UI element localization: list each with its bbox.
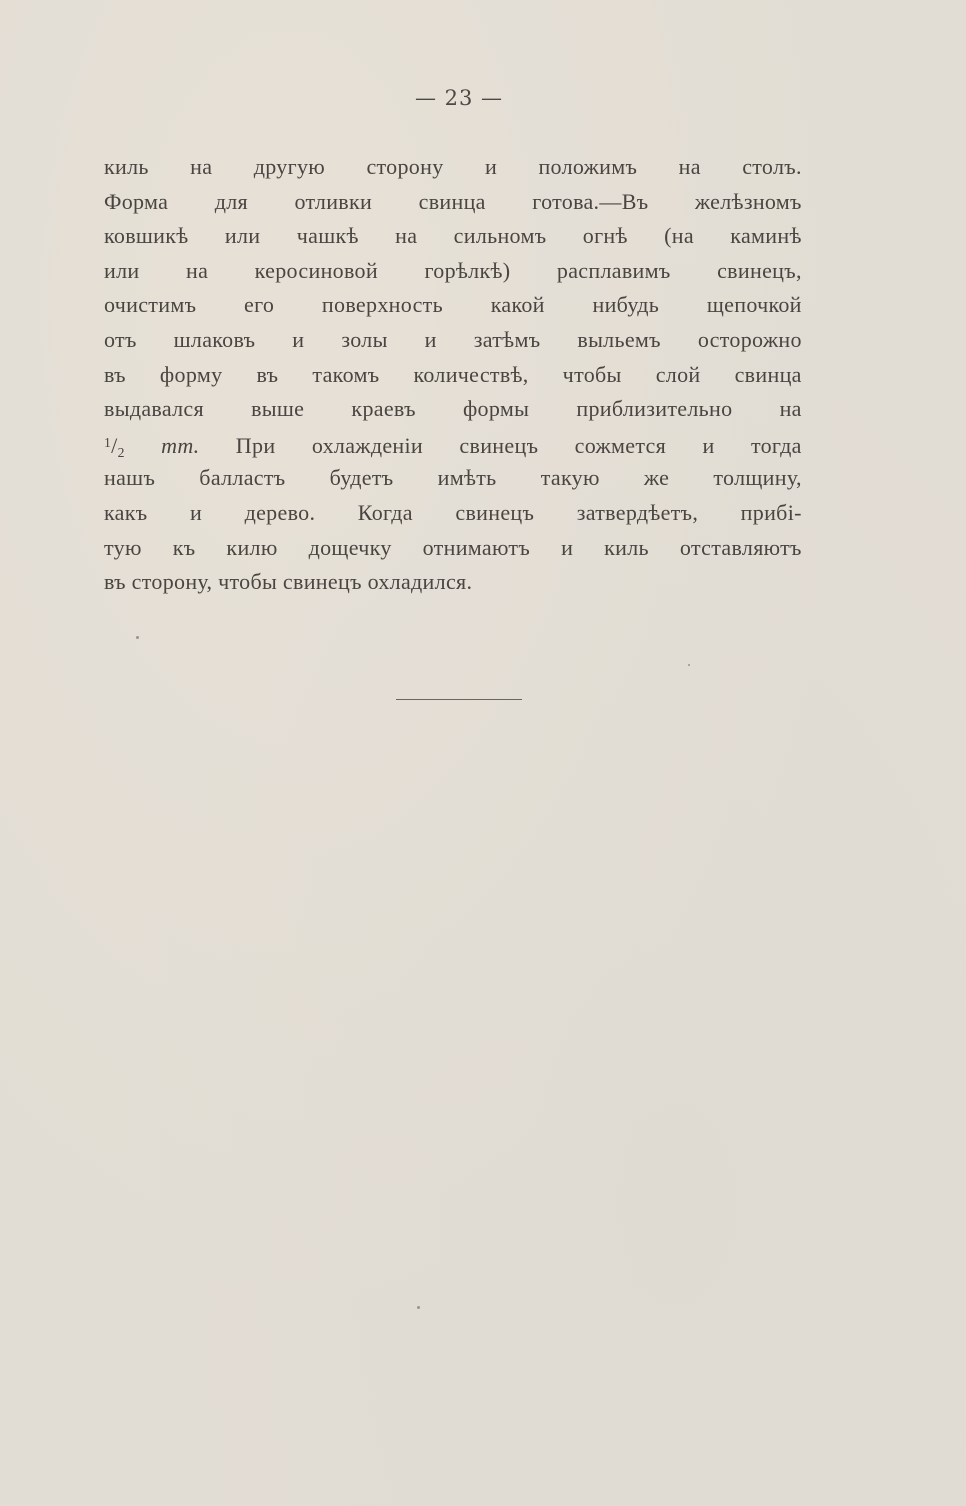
section-divider-rule <box>396 699 522 700</box>
paper-speck <box>417 1306 420 1309</box>
text-line-13: въ сторону, чтобы свинецъ охладился. <box>104 569 473 595</box>
text-line-7: въ форму въ такомъ количествѣ, чтобы слой свинца <box>104 361 802 387</box>
text-line-8: выдавался выше краевъ формы приблизительно на <box>104 396 802 422</box>
text-line-6: отъ шлаковъ и золы и затѣмъ выльемъ осторожно <box>104 326 802 352</box>
text-line-12: тую къ килю дощечку отнимаютъ и киль отставляютъ <box>104 534 802 560</box>
fraction-line-rest: При охлажденіи свинецъ сожмется и тогда <box>199 432 802 458</box>
text-line-11: какъ и дерево. Когда свинецъ затвердѣетъ, прибі- <box>104 499 802 525</box>
text-line-3: ковшикѣ или чашкѣ на сильномъ огнѣ (на каминѣ <box>104 223 802 249</box>
fraction-denominator: 2 <box>117 445 125 461</box>
text-line-9-fraction <box>104 427 802 462</box>
text-line-1: киль на другую сторону и положимъ на столъ. <box>104 154 802 179</box>
paper-speck <box>136 636 139 639</box>
body-text <box>104 150 816 600</box>
text-line-4: или на керосиновой горѣлкѣ) расплавимъ свинецъ, <box>104 257 802 283</box>
fraction-numerator: 1 <box>104 435 112 451</box>
fraction-slash: / <box>111 432 118 458</box>
paper-speck <box>688 664 690 666</box>
text-line-10: нашъ балластъ будетъ имѣть такую же толщину, <box>104 465 802 491</box>
text-line-2: Форма для отливки свинца готова.—Въ желѣзномъ <box>104 188 802 214</box>
page-number: — 23 — <box>414 86 504 110</box>
text-line-5: очистимъ его поверхность какой нибудь щепочкой <box>104 292 802 318</box>
unit-mm: mm. <box>161 432 200 458</box>
